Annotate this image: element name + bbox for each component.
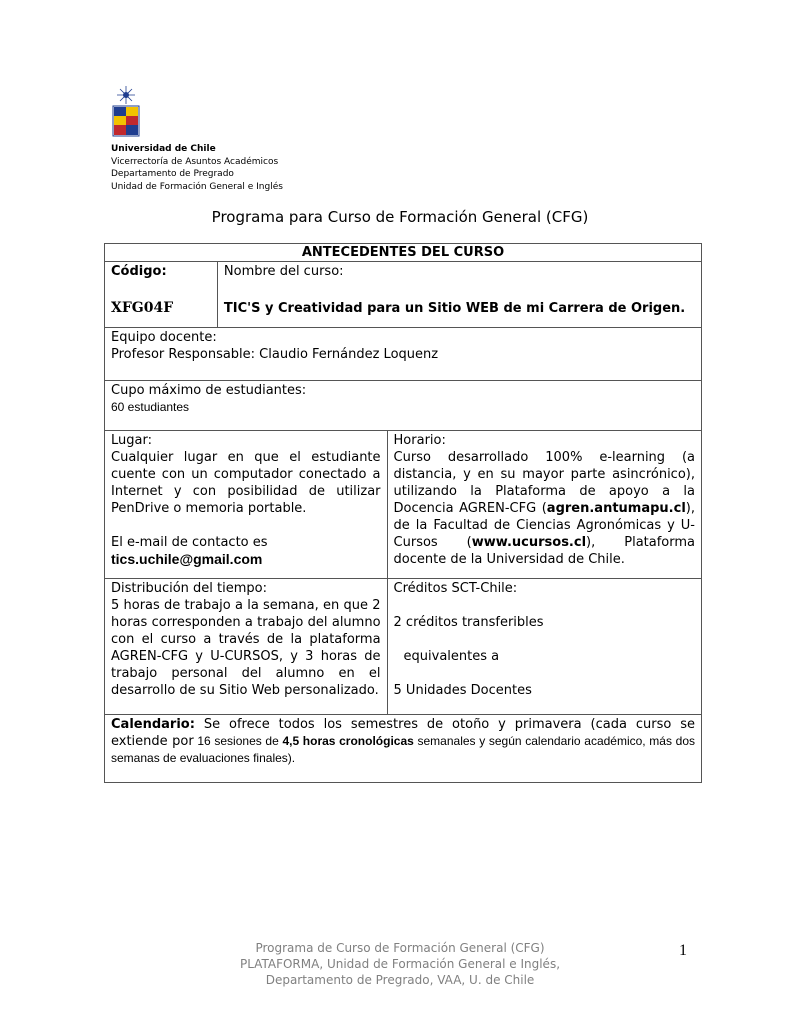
equipo-value: Profesor Responsable: Claudio Fernández Loquenz	[111, 347, 439, 362]
lugar-text: Cualquier lugar en que el estudiante cuente con un computador conectado a Internet y con posibilidad de utilizar PenDrive o memoria portable.	[111, 450, 381, 516]
letterhead	[111, 85, 283, 193]
section-header: ANTECEDENTES DEL CURSO	[105, 244, 702, 262]
institution-line: Unidad de Formación General e Inglés	[111, 181, 283, 192]
cupo-label: Cupo máximo de estudiantes:	[111, 383, 307, 398]
distribucion-label: Distribución del tiempo:	[111, 581, 267, 596]
agren-link: agren.antumapu.cl	[546, 501, 686, 516]
cupo-cell	[105, 381, 702, 431]
institution-line: Universidad de Chile	[111, 144, 216, 154]
page-footer	[200, 940, 600, 988]
distribucion-cell	[105, 579, 388, 715]
nombre-value: TIC'S y Creatividad para un Sitio WEB de mi Carrera de Origen.	[223, 301, 686, 316]
creditos-cell	[387, 579, 701, 715]
horario-text-part: ), Plataforma docente de la Universidad de Chile.	[393, 535, 695, 567]
cupo-value: 60 estudiantes	[111, 400, 190, 414]
codigo-value: XFG04F	[111, 300, 174, 316]
horario-text	[394, 449, 695, 568]
creditos-line: 5 Unidades Docentes	[393, 683, 532, 698]
distribucion-text: 5 horas de trabajo a la semana, en que 2 horas corresponden a trabajo del alumno con el curso a través de la plataforma AGREN-CFG y U-CURSOS, y 3 horas de trabajo personal del alumno en el desarrollo de su Sitio Web personalizado.	[111, 598, 381, 698]
course-table	[104, 243, 702, 783]
contact-email: tics.uchile@gmail.com	[111, 551, 263, 567]
equipo-cell	[105, 328, 702, 381]
page-number: 1	[679, 942, 687, 959]
codigo-label: Código:	[111, 264, 167, 279]
horario-text-part: Curso desarrollado 100% e-learning (a distancia, y en su mayor parte asincrónico), utilizando la Plataforma de apoyo a la Docencia AGREN-CFG (	[393, 450, 695, 516]
calendario-label: Calendario:	[111, 717, 195, 732]
horario-text-part: ), de la Facultad de Ciencias Agronómicas y U-Cursos (	[393, 501, 695, 550]
creditos-line: 2 créditos transferibles	[393, 615, 544, 630]
footer-line: Programa de Curso de Formación General (CFG)	[255, 941, 545, 955]
calendario-text: semanales y según calendario académico, más dos semanas de evaluaciones finales).	[111, 734, 695, 765]
ucursos-link: www.ucursos.cl	[471, 535, 587, 550]
university-logo-icon	[111, 85, 141, 139]
footer-line: Departamento de Pregrado, VAA, U. de Chile	[265, 973, 535, 987]
institution-line: Vicerrectoría de Asuntos Académicos	[111, 156, 279, 167]
codigo-cell	[105, 262, 218, 328]
institution-line: Departamento de Pregrado	[111, 169, 234, 179]
nombre-label: Nombre del curso:	[223, 264, 344, 279]
creditos-label: Créditos SCT-Chile:	[393, 581, 518, 596]
horario-cell	[387, 431, 701, 579]
page-title: Programa para Curso de Formación General (CFG)	[211, 208, 589, 226]
horario-label: Horario:	[393, 433, 446, 448]
calendario-text: 16 sesiones de	[193, 734, 283, 748]
calendario-text: por	[172, 734, 194, 749]
footer-line: PLATAFORMA, Unidad de Formación General e Inglés,	[239, 957, 561, 971]
creditos-line: equivalentes a	[403, 649, 500, 664]
calendario-bold: 4,5 horas cronológicas	[282, 734, 414, 748]
lugar-label: Lugar:	[111, 433, 152, 448]
nombre-cell	[217, 262, 701, 328]
lugar-email-intro: El e-mail de contacto es	[111, 535, 268, 550]
calendario-text: Se ofrece todos los semestres de otoño y primavera (cada curso se extiende	[111, 717, 695, 749]
equipo-label: Equipo docente:	[111, 330, 217, 345]
lugar-cell	[105, 431, 388, 579]
calendario-cell	[105, 715, 702, 783]
institution-block	[111, 143, 283, 193]
